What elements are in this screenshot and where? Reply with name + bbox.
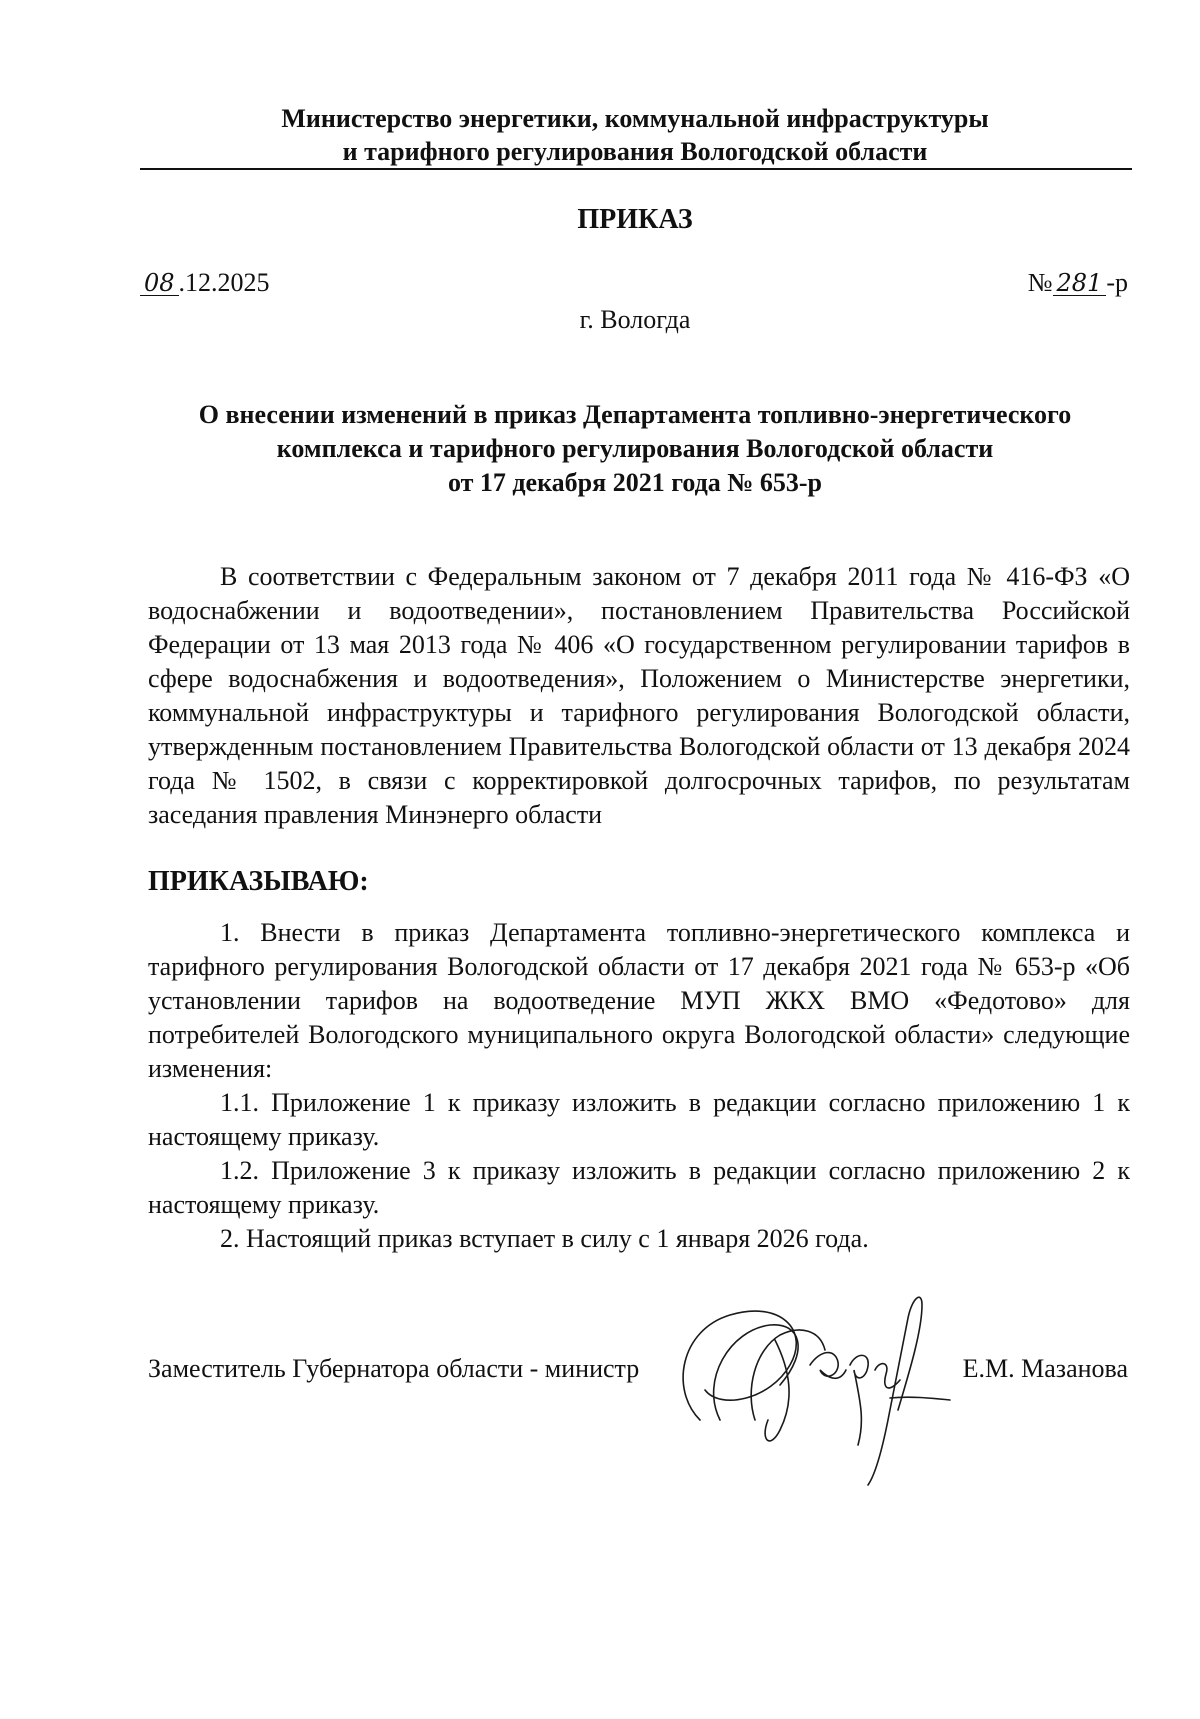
document-title: ПРИКАЗ [577,204,693,235]
order-number [1028,268,1128,298]
number-suffix: -р [1106,268,1128,297]
order-item-1-2: 1.2. Приложение 3 к приказу изложить в редакции согласно приложению 2 к настоящему приказу. [148,1156,1130,1219]
order-item-2: 2. Настоящий приказ вступает в силу с 1 января 2026 года. [220,1224,869,1253]
subject-line3: от 17 декабря 2021 года № 653-р [447,468,823,497]
order-item-1-1: 1.1. Приложение 1 к приказу изложить в редакции согласно приложению 1 к настоящему приказу. [148,1088,1130,1151]
signer-title: Заместитель Губернатора области - министр [148,1354,640,1383]
signature-image [660,1270,960,1490]
subject-line2: комплекса и тарифного регулирования Вологодской области [276,434,994,463]
subject-line1: О внесении изменений в приказ Департамента топливно-энергетического [198,400,1072,429]
date-rest: .12.2025 [178,268,270,297]
preamble-paragraph: В соответствии с Федеральным законом от 7 декабря 2011 года № 416-ФЗ «О водоснабжении и водоотведении», постановлением Правительства Российской Федерации от 13 мая 2013 года № 406 «О государственном регулировании тарифов в сфере водоснабжения и водоотведения», Положением о Министерстве энергетики, коммунальной инфраструктуры и тарифного регулирования Вологодской области, утвержденным постановлением Правительства Вологодской области от 13 декабря 2024 года № 1502, в связи с корректировкой долгосрочных тарифов, по результатам заседания правления Минэнерго области [148,562,1130,829]
number-prefix: № [1027,268,1053,297]
header-rule [140,168,1132,170]
order-subject [140,398,1130,500]
order-items [148,916,1130,1256]
city: г. Вологда [579,305,691,334]
ministry-header-line1: Министерство энергетики, коммунальной инфраструктуры [281,104,989,133]
order-item-1: 1. Внести в приказ Департамента топливно-энергетического комплекса и тарифного регулирования Вологодской области от 17 декабря 2021 года № 653-р «Об установлении тарифов на водоотведение МУП ЖКХ ВМО «Федотово» для потребителей Вологодского муниципального округа Вологодской области» следующие изменения: [148,918,1130,1083]
ministry-header-line2: и тарифного регулирования Вологодской области [342,137,928,166]
handwritten-day: 08 [140,271,179,296]
order-word: ПРИКАЗЫВАЮ: [148,866,369,897]
handwritten-number: 281 [1053,271,1107,296]
ministry-header [140,102,1130,168]
order-date [140,268,270,298]
signer-name: Е.М. Мазанова [962,1354,1128,1383]
